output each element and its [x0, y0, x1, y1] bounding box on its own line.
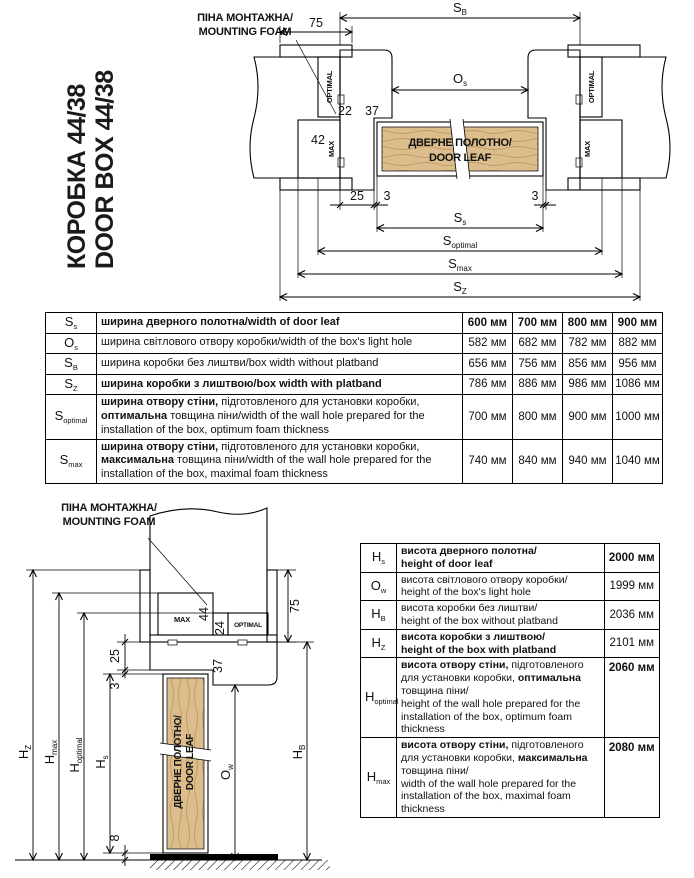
platband-strip: [568, 45, 640, 57]
foam-label-line2: MOUNTING FOAM: [62, 515, 156, 528]
height-dimension-table: [360, 543, 660, 818]
dim-3: 3: [108, 682, 122, 690]
dim-hz: HZ: [16, 744, 33, 760]
top-cross-section-diagram: [0, 0, 694, 310]
floor: [15, 854, 330, 870]
dim-37: 37: [211, 659, 225, 673]
door-leaf-label-line1: ДВЕРНЕ ПОЛОТНО/: [173, 715, 184, 809]
dim-75: 75: [288, 599, 302, 613]
dim-22: 22: [338, 104, 352, 118]
dim-37: 37: [365, 104, 379, 118]
foam-label-line1: ПІНА МОНТАЖНА/: [197, 12, 293, 24]
bottom-diagram-dimensions: [16, 570, 314, 866]
table-row: $O_w$ висота світлового отвору коробки/ height of the box's light hole 1999 мм: [361, 572, 660, 601]
bottom-cross-section-diagram: [0, 500, 355, 878]
dim-75: 75: [309, 16, 323, 30]
frame-notch: [168, 640, 177, 645]
foam-label-line1: ПІНА МОНТАЖНА/: [61, 502, 157, 514]
platband-strip: [280, 178, 352, 190]
door-leaf-label-line2: DOOR LEAF: [185, 733, 196, 791]
dim-os: Os: [452, 71, 468, 88]
table-row: $S_B$ ширина коробки без лиштви/box width without platband 656 мм 756 мм 856 мм 956 мм: [46, 354, 663, 375]
frame-notch: [576, 95, 582, 104]
platband-strip: [140, 570, 150, 642]
dim-44: 44: [197, 607, 211, 621]
optimal-label: OPTIMAL: [325, 70, 334, 104]
table-row: $H_B$ висота коробки без лиштви/ height of the box without platband 2036 мм: [361, 601, 660, 630]
door-leaf-label-line1: ДВЕРНЕ ПОЛОТНО/: [408, 137, 512, 149]
wall-assembly-bottom: [140, 508, 277, 642]
dim-ss: Ss: [453, 210, 467, 227]
page-title-line1: КОРОБКА 44/38: [63, 84, 91, 269]
dim-sb: SB: [452, 0, 468, 17]
dim-3-left: 3: [383, 189, 391, 203]
width-dimension-table: [45, 312, 663, 484]
left-wall-assembly: [250, 40, 392, 190]
table-row: $S_{optimal}$ ширина отвору стіни, підготовленого для установки коробки, оптимальна товщина піни/width of the wall hole prepared for the installation of the box, optimum foam thickness 700 мм 800 мм 900 мм 1000 мм: [46, 395, 663, 439]
optimal-label: OPTIMAL: [234, 622, 262, 629]
frame-notch: [338, 95, 344, 104]
platband-strip: [280, 45, 352, 57]
max-label: MAX: [173, 615, 191, 624]
optimal-label: OPTIMAL: [587, 70, 596, 104]
threshold-bar: [150, 854, 278, 860]
platband-strip: [568, 178, 640, 190]
foam-label-line2: MOUNTING FOAM: [198, 25, 292, 38]
door-leaf-bottom: [160, 674, 211, 853]
dim-smax: Smax: [448, 256, 472, 273]
floor-hatching: [150, 860, 330, 870]
table-row: $H_Z$ висота коробки з лиштвою/ height of the box with platband 2101 мм: [361, 629, 660, 658]
dim-8: 8: [108, 834, 122, 842]
table-row: $O_s$ ширина світлового отвору коробки/width of the box's light hole 582 мм 682 мм 782 мм 882 мм: [46, 333, 663, 354]
table-row: $S_s$ ширина дверного полотна/width of door leaf 600 мм 700 мм 800 мм 900 мм: [46, 313, 663, 334]
dim-42: 42: [311, 133, 325, 147]
dim-hb: HB: [290, 744, 307, 760]
max-label: MAX: [327, 140, 336, 158]
frame-notch: [576, 158, 582, 167]
dim-ow: Ow: [218, 764, 235, 780]
table-row: $H_{max}$ висота отвору стіни, підготовленого для установки коробки, максимальна товщина піни/ width of the wall hole prepared for the installation of the box, maximal foam thickness 2080 мм: [361, 738, 660, 818]
table-row: $H_s$ висота дверного полотна/ height of door leaf 2000 мм: [361, 544, 660, 573]
dim-25: 25: [350, 189, 364, 203]
dim-hoptimal: Hoptimal: [67, 737, 84, 773]
page-title-line2: DOOR BOX 44/38: [90, 70, 119, 269]
frame-notch: [238, 640, 247, 645]
foam-leader-line: [148, 538, 207, 605]
dim-soptimal: Soptimal: [442, 233, 478, 250]
frame-notch: [338, 158, 344, 167]
dim-hs: Hs: [93, 755, 110, 769]
table-row: $H_{optimal}$ висота отвору стіни, підготовленого для установки коробки, оптимальна товщина піни/ height of the wall hole prepared for the installation of the box, optimum foam thickness 2060 мм: [361, 658, 660, 738]
max-label: MAX: [583, 140, 592, 158]
dim-hmax: Hmax: [42, 739, 59, 765]
dim-24: 24: [213, 621, 227, 635]
door-leaf-label-line2: DOOR LEAF: [428, 152, 492, 164]
dim-3-right: 3: [531, 189, 539, 203]
dim-25: 25: [108, 649, 122, 663]
table-row: $S_{max}$ ширина отвору стіни, підготовленого для установки коробки, максимальна товщина піни/width of the wall hole prepared for the installation of the box, maximal foam thickness 740 мм 840 мм 940 мм 1040 мм: [46, 439, 663, 483]
door-leaf-top: [377, 119, 543, 179]
right-wall-assembly: [528, 45, 670, 190]
table-row: $S_Z$ ширина коробки з лиштвою/box width with platband 786 мм 886 мм 986 мм 1086 мм: [46, 374, 663, 395]
dim-sz: SZ: [453, 279, 467, 296]
